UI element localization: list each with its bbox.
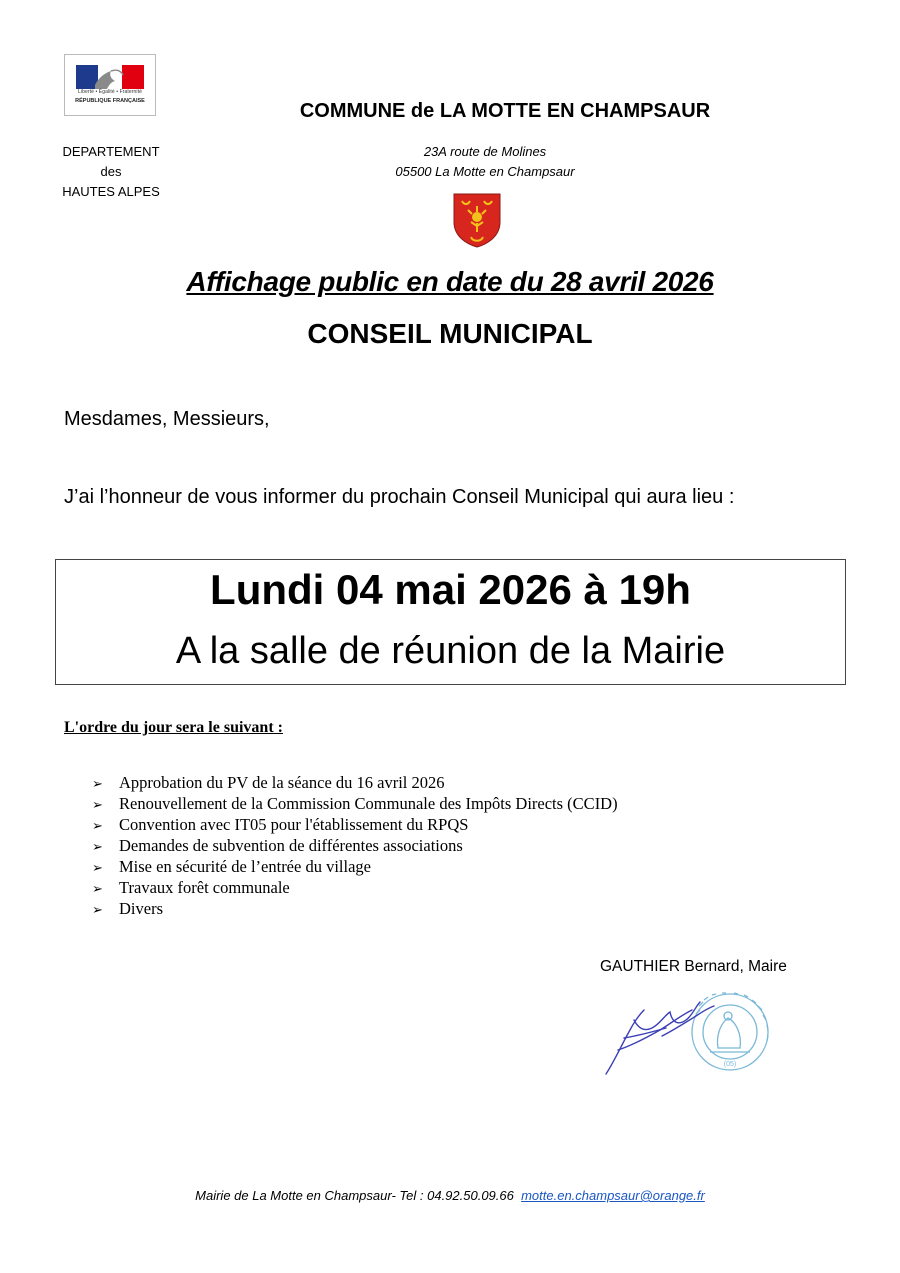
svg-text:(05): (05) (723, 1061, 737, 1068)
agenda-item-text: Travaux forêt communale (119, 878, 290, 897)
arrow-bullet-icon: ➢ (92, 902, 103, 917)
conseil-heading: CONSEIL MUNICIPAL (307, 318, 593, 349)
arrow-bullet-icon: ➢ (92, 860, 103, 875)
agenda-item-text: Mise en sécurité de l’entrée du village (119, 857, 371, 876)
address-line: 23A route de Molines (423, 144, 547, 159)
agenda-item-text: Convention avec IT05 pour l'établissement du RPQS (119, 815, 469, 834)
signatory: GAUTHIER Bernard, Maire (600, 958, 787, 975)
address-block (330, 142, 640, 182)
coat-of-arms-icon (452, 192, 502, 253)
list-item (92, 877, 618, 898)
arrow-bullet-icon: ➢ (92, 797, 103, 812)
list-item (92, 898, 618, 919)
logo-motto: Liberté • Égalité • Fraternité (77, 89, 143, 95)
agenda-item-text: Demandes de subvention de différentes associations (119, 836, 463, 855)
department-line: DEPARTEMENT (62, 144, 160, 159)
agenda-item-text: Approbation du PV de la séance du 16 avril 2026 (119, 773, 445, 792)
republique-francaise-logo (64, 54, 156, 116)
department-block (58, 142, 164, 202)
footer (0, 1188, 900, 1203)
list-item (92, 814, 618, 835)
department-line: des (100, 164, 122, 179)
arrow-bullet-icon: ➢ (92, 839, 103, 854)
agenda-item-text: Renouvellement de la Commission Communale des Impôts Directs (CCID) (119, 794, 618, 813)
arrow-bullet-icon: ➢ (92, 776, 103, 791)
arrow-bullet-icon: ➢ (92, 881, 103, 896)
list-item (92, 793, 618, 814)
greeting: Mesdames, Messieurs, (64, 408, 270, 430)
affichage-heading: Affichage public en date du 28 avril 2026 (186, 266, 714, 297)
list-item (92, 835, 618, 856)
footer-contact: Mairie de La Motte en Champsaur- Tel : 04.92.50.09.66 (195, 1188, 514, 1203)
list-item (92, 772, 618, 793)
footer-email-link[interactable]: motte.en.champsaur@orange.fr (521, 1188, 705, 1203)
address-line: 05500 La Motte en Champsaur (395, 164, 575, 179)
signature-icon (600, 992, 790, 1082)
department-line: HAUTES ALPES (62, 184, 160, 199)
agenda-title: L'ordre du jour sera le suivant : (64, 719, 283, 736)
meeting-date: Lundi 04 mai 2026 à 19h (210, 566, 691, 613)
list-item (92, 856, 618, 877)
signature-and-stamp (600, 992, 790, 1087)
agenda-list (92, 772, 618, 919)
intro-text: J’ai l’honneur de vous informer du prochain Conseil Municipal qui aura lieu : (64, 486, 735, 508)
commune-title: COMMUNE de LA MOTTE EN CHAMPSAUR (299, 100, 711, 122)
arrow-bullet-icon: ➢ (92, 818, 103, 833)
marianne-flag-icon (65, 55, 155, 89)
agenda-item-text: Divers (119, 899, 163, 918)
meeting-place: A la salle de réunion de la Mairie (175, 630, 726, 672)
meeting-box (55, 559, 846, 685)
logo-republic: RÉPUBLIQUE FRANÇAISE (75, 98, 145, 104)
